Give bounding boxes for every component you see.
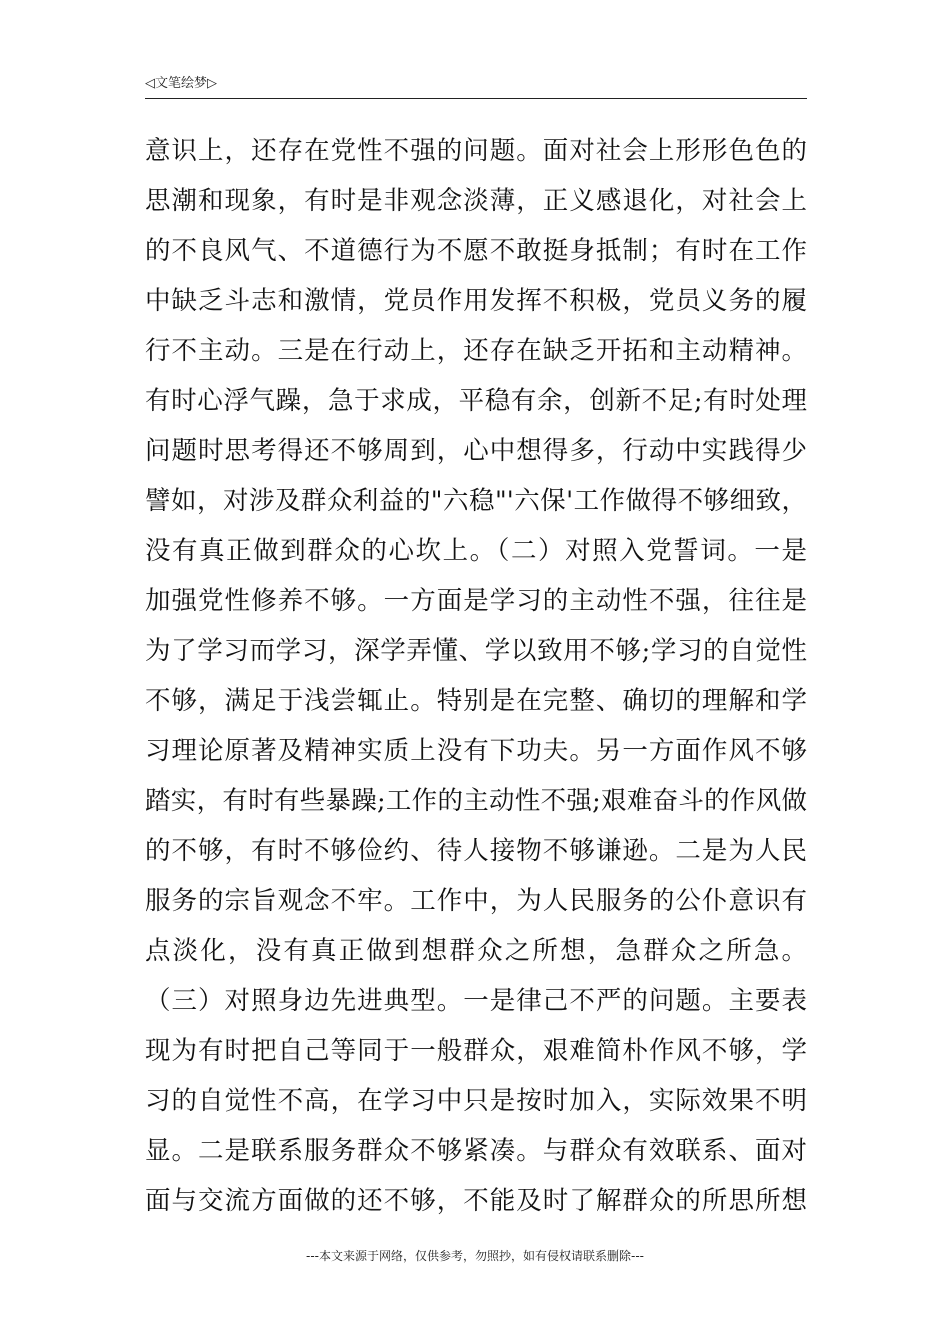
- body-line: 服务的宗旨观念不牢。工作中，为人民服务的公仆意识有: [145, 886, 807, 916]
- header-label: ◁文笔绘梦▷: [145, 76, 217, 91]
- body-line: 行不主动。三是在行动上，还存在缺乏开拓和主动精神。: [145, 336, 807, 366]
- body-line: 譬如，对涉及群众利益的"六稳"'六保'工作做得不够细致，: [145, 486, 807, 516]
- body-line: 点淡化，没有真正做到想群众之所想，急群众之所急。: [145, 936, 807, 966]
- body-line: 踏实，有时有些暴躁;工作的主动性不强;艰难奋斗的作风做: [145, 786, 807, 816]
- body-line: 为了学习而学习，深学弄懂、学以致用不够;学习的自觉性: [145, 636, 807, 666]
- body-line: 习的自觉性不高，在学习中只是按时加入，实际效果不明: [145, 1086, 807, 1116]
- body-line: 不够，满足于浅尝辄止。特别是在完整、确切的理解和学: [145, 686, 807, 716]
- document-body: [145, 126, 807, 1226]
- page-header: [145, 74, 807, 99]
- body-line: 中缺乏斗志和激情，党员作用发挥不积极，党员义务的履: [145, 286, 807, 316]
- body-line: 的不良风气、不道德行为不愿不敢挺身抵制；有时在工作: [145, 236, 807, 266]
- body-line: 现为有时把自己等同于一般群众，艰难简朴作风不够，学: [145, 1036, 807, 1066]
- body-line: 意识上，还存在党性不强的问题。面对社会上形形色色的: [145, 136, 807, 166]
- body-line: 面与交流方面做的还不够，不能及时了解群众的所思所想: [145, 1186, 807, 1216]
- body-line: （三）对照身边先进典型。一是律己不严的问题。主要表: [145, 986, 807, 1016]
- body-line: 有时心浮气躁，急于求成，平稳有余，创新不足;有时处理: [145, 386, 807, 416]
- body-line: 思潮和现象，有时是非观念淡薄，正义感退化，对社会上: [145, 186, 807, 216]
- body-line: 没有真正做到群众的心坎上。（二）对照入党誓词。一是: [145, 536, 807, 566]
- body-line: 显。二是联系服务群众不够紧凑。与群众有效联系、面对: [145, 1136, 807, 1166]
- body-line: 问题时思考得还不够周到，心中想得多，行动中实践得少: [145, 436, 807, 466]
- page-footer-note: ---本文来源于网络，仅供参考，勿照抄，如有侵权请联系删除---: [306, 1249, 644, 1263]
- body-line: 习理论原著及精神实质上没有下功夫。另一方面作风不够: [145, 736, 807, 766]
- body-line: 加强党性修养不够。一方面是学习的主动性不强，往往是: [145, 586, 807, 616]
- body-line: 的不够，有时不够俭约、待人接物不够谦逊。二是为人民: [145, 836, 807, 866]
